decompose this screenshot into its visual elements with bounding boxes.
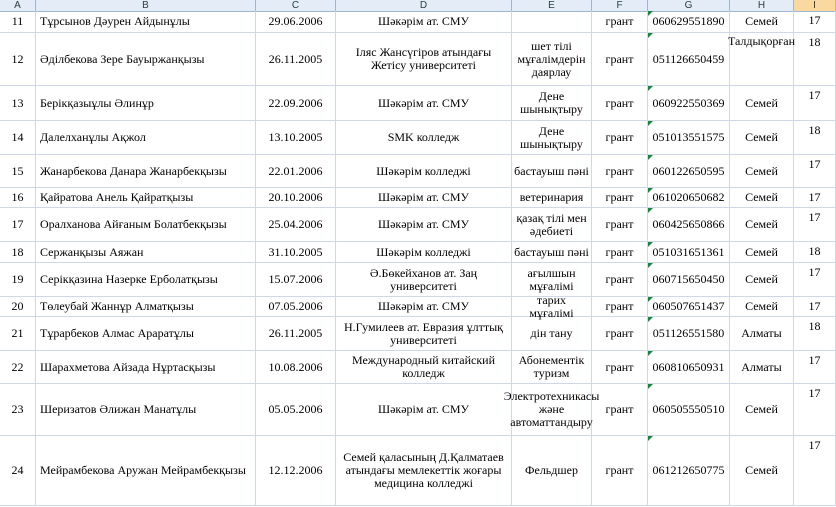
student-name-cell[interactable]: Шарахметова Айзада Нұртасқызы (36, 351, 256, 384)
student-name-cell[interactable]: Шеризатов Әлижан Манатұлы (36, 384, 256, 436)
student-name-cell[interactable]: Төлеубай Жаннұр Алматқызы (36, 297, 256, 317)
specialty-cell[interactable]: қазақ тілі мен әдебиеті (512, 208, 592, 242)
specialty-cell[interactable]: Электротехникасы және автоматтандыру (512, 384, 592, 436)
row-number[interactable]: 12 (0, 33, 36, 86)
funding-cell[interactable]: грант (592, 297, 648, 317)
id-number-cell[interactable] (648, 208, 730, 242)
city-cell[interactable]: Алматы (730, 351, 794, 384)
table-row (0, 384, 836, 436)
row-number[interactable]: 23 (0, 384, 36, 436)
birth-date-cell[interactable]: 07.05.2006 (256, 297, 336, 317)
funding-cell[interactable]: грант (592, 317, 648, 351)
table-row (0, 33, 836, 86)
score-cell[interactable]: 17 (794, 208, 836, 242)
row-number[interactable]: 21 (0, 317, 36, 351)
id-number-text: 061212650775 (652, 463, 725, 477)
student-name-cell[interactable]: Далелханұлы Ақжол (36, 121, 256, 155)
school-cell[interactable]: Шәкәрім ат. СМУ (336, 11, 512, 33)
student-name-cell[interactable]: Тұрсынов Дәурен Айдынұлы (36, 11, 256, 33)
school-cell[interactable]: Шәкәрім ат. СМУ (336, 208, 512, 242)
id-number-text: 060629551890 (652, 14, 725, 28)
school-cell[interactable]: Шәкәрім ат. СМУ (336, 297, 512, 317)
score-cell[interactable]: 17 (794, 188, 836, 208)
score-cell[interactable]: 17 (794, 86, 836, 121)
id-number-text: 061020650682 (652, 190, 725, 204)
funding-cell[interactable]: грант (592, 351, 648, 384)
birth-date-cell[interactable]: 25.04.2006 (256, 208, 336, 242)
error-indicator-icon (648, 188, 653, 193)
table-row (0, 208, 836, 242)
school-cell[interactable]: Шәкәрім колледжі (336, 155, 512, 188)
id-number-cell[interactable] (648, 86, 730, 121)
school-cell[interactable]: Международный китайский колледж (336, 351, 512, 384)
birth-date-cell[interactable]: 20.10.2006 (256, 188, 336, 208)
birth-date-cell[interactable]: 13.10.2005 (256, 121, 336, 155)
id-number-cell[interactable] (648, 384, 730, 436)
birth-date-cell[interactable]: 12.12.2006 (256, 436, 336, 506)
error-indicator-icon (648, 351, 653, 356)
school-cell[interactable]: Шәкәрім ат. СМУ (336, 86, 512, 121)
row-number[interactable]: 17 (0, 208, 36, 242)
table-row (0, 86, 836, 121)
score-cell[interactable]: 18 (794, 33, 836, 86)
table-row (0, 188, 836, 208)
city-cell[interactable]: Семей (730, 436, 794, 506)
specialty-cell[interactable]: бастауыш пәні (512, 242, 592, 263)
specialty-cell[interactable]: тарих мұғалімі (512, 297, 592, 317)
row-number[interactable]: 22 (0, 351, 36, 384)
city-cell[interactable]: Семей (730, 242, 794, 263)
specialty-cell[interactable]: ветеринария (512, 188, 592, 208)
id-number-text: 060425650866 (652, 217, 725, 231)
funding-cell[interactable]: грант (592, 436, 648, 506)
error-indicator-icon (648, 33, 653, 38)
row-number[interactable]: 15 (0, 155, 36, 188)
column-header-g[interactable]: G (648, 0, 730, 11)
table-row (0, 155, 836, 188)
score-cell[interactable]: 18 (794, 121, 836, 155)
score-cell[interactable]: 17 (794, 351, 836, 384)
school-cell[interactable]: Шәкәрім ат. СМУ (336, 384, 512, 436)
column-header-i[interactable]: I (794, 0, 836, 11)
student-name-cell[interactable]: Оралханова Айғаным Болатбекқызы (36, 208, 256, 242)
id-number-cell[interactable] (648, 188, 730, 208)
table-row (0, 11, 836, 33)
id-number-cell[interactable] (648, 436, 730, 506)
city-cell[interactable]: Семей (730, 297, 794, 317)
city-cell[interactable]: Семей (730, 155, 794, 188)
row-number[interactable]: 14 (0, 121, 36, 155)
row-number[interactable]: 11 (0, 11, 36, 33)
specialty-cell[interactable]: дін тану (512, 317, 592, 351)
school-cell[interactable]: Семей қаласының Д.Қалматаев атындағы мемлекеттік жоғары медицина колледжі (336, 436, 512, 506)
school-cell[interactable]: Н.Гумилеев ат. Евразия ұлттық университеті (336, 317, 512, 351)
funding-cell[interactable]: грант (592, 242, 648, 263)
error-indicator-icon (648, 436, 653, 441)
column-header-a[interactable]: A (0, 0, 36, 11)
score-cell[interactable]: 18 (794, 242, 836, 263)
id-number-cell[interactable] (648, 297, 730, 317)
specialty-cell[interactable]: ағылшын мұғалімі (512, 263, 592, 297)
id-number-cell[interactable] (648, 351, 730, 384)
birth-date-cell[interactable]: 15.07.2006 (256, 263, 336, 297)
column-header-b[interactable]: B (36, 0, 256, 11)
score-cell[interactable]: 17 (794, 155, 836, 188)
row-number[interactable]: 24 (0, 436, 36, 506)
specialty-cell[interactable] (512, 11, 592, 33)
id-number-text: 060122650595 (652, 163, 725, 178)
city-cell[interactable]: Семей (730, 11, 794, 33)
funding-cell[interactable]: грант (592, 384, 648, 436)
school-cell[interactable]: Іляс Жансүгіров атындағы Жетісу университеті (336, 33, 512, 86)
funding-cell[interactable]: грант (592, 11, 648, 33)
birth-date-cell[interactable]: 31.10.2005 (256, 242, 336, 263)
id-number-cell[interactable] (648, 155, 730, 188)
city-cell[interactable]: Семей (730, 86, 794, 121)
specialty-cell[interactable]: Дене шынықтыру (512, 121, 592, 155)
table-row (0, 121, 836, 155)
student-name-cell[interactable]: Тұрарбеков Алмас Араратұлы (36, 317, 256, 351)
id-number-cell[interactable] (648, 317, 730, 351)
id-number-cell[interactable] (648, 121, 730, 155)
score-cell[interactable]: 18 (794, 317, 836, 351)
funding-cell[interactable]: грант (592, 188, 648, 208)
student-name-cell[interactable]: Мейрамбекова Аружан Мейрамбекқызы (36, 436, 256, 506)
birth-date-cell[interactable]: 05.05.2006 (256, 384, 336, 436)
error-indicator-icon (648, 86, 653, 91)
student-name-cell[interactable]: Серікқазина Назерке Ерболатқызы (36, 263, 256, 297)
city-cell[interactable]: Семей (730, 188, 794, 208)
id-number-text: 051126551580 (652, 326, 725, 340)
student-name-cell[interactable]: Жанарбекова Данара Жанарбекқызы (36, 155, 256, 188)
specialty-cell[interactable]: Фельдшер (512, 436, 592, 506)
id-number-text: 060810650931 (652, 359, 725, 374)
city-cell[interactable]: Талдықорған (730, 33, 794, 86)
city-cell[interactable]: Семей (730, 208, 794, 242)
birth-date-cell[interactable]: 22.01.2006 (256, 155, 336, 188)
row-number[interactable]: 18 (0, 242, 36, 263)
id-number-text: 051013551575 (652, 130, 725, 144)
id-number-text: 060922550369 (652, 95, 725, 110)
score-cell[interactable]: 17 (794, 11, 836, 33)
school-cell[interactable]: Ә.Бөкейханов ат. Заң университеті (336, 263, 512, 297)
student-name-cell[interactable]: Қайратова Анель Қайратқызы (36, 188, 256, 208)
score-cell[interactable]: 17 (794, 297, 836, 317)
city-cell[interactable]: Семей (730, 121, 794, 155)
student-name-cell[interactable]: Берікқазыұлы Әлинұр (36, 86, 256, 121)
city-cell[interactable]: Семей (730, 384, 794, 436)
table-row (0, 351, 836, 384)
birth-date-cell[interactable]: 10.08.2006 (256, 351, 336, 384)
error-indicator-icon (648, 263, 653, 268)
birth-date-cell[interactable]: 26.11.2005 (256, 33, 336, 86)
id-number-text: 060507651437 (652, 299, 725, 313)
id-number-text: 060505550510 (652, 402, 725, 416)
score-cell[interactable]: 17 (794, 263, 836, 297)
student-name-cell[interactable]: Әділбекова Зере Бауыржанқызы (36, 33, 256, 86)
error-indicator-icon (648, 317, 653, 322)
student-name-cell[interactable]: Сержанқызы Аяжан (36, 242, 256, 263)
id-number-text: 051126650459 (652, 51, 725, 66)
id-number-cell[interactable] (648, 33, 730, 86)
funding-cell[interactable]: грант (592, 155, 648, 188)
specialty-cell[interactable]: шет тілі мұғалімдерін даярлау (512, 33, 592, 86)
birth-date-cell[interactable]: 22.09.2006 (256, 86, 336, 121)
city-cell[interactable]: Алматы (730, 317, 794, 351)
column-header-f[interactable]: F (592, 0, 648, 11)
error-indicator-icon (648, 384, 653, 389)
specialty-cell[interactable]: бастауыш пәні (512, 155, 592, 188)
table-row (0, 436, 836, 506)
error-indicator-icon (648, 208, 653, 213)
error-indicator-icon (648, 155, 653, 160)
funding-cell[interactable]: грант (592, 121, 648, 155)
error-indicator-icon (648, 297, 653, 302)
error-indicator-icon (648, 242, 653, 247)
error-indicator-icon (648, 11, 653, 16)
school-cell[interactable]: Шәкәрім колледжі (336, 242, 512, 263)
column-header-h[interactable]: H (730, 0, 794, 11)
school-cell[interactable]: SMK колледж (336, 121, 512, 155)
score-cell[interactable]: 17 (794, 436, 836, 506)
id-number-cell[interactable] (648, 11, 730, 33)
column-header-d[interactable]: D (336, 0, 512, 11)
column-header-e[interactable]: E (512, 0, 592, 11)
id-number-text: 060715650450 (652, 272, 725, 286)
row-number[interactable]: 16 (0, 188, 36, 208)
table-row (0, 292, 836, 320)
id-number-cell[interactable] (648, 242, 730, 263)
column-header-c[interactable]: C (256, 0, 336, 11)
id-number-cell[interactable] (648, 263, 730, 297)
row-number[interactable]: 13 (0, 86, 36, 121)
funding-cell[interactable]: грант (592, 86, 648, 121)
specialty-cell[interactable]: Дене шынықтыру (512, 86, 592, 121)
table-row (0, 263, 836, 297)
table-row (0, 317, 836, 351)
birth-date-cell[interactable]: 26.11.2005 (256, 317, 336, 351)
school-cell[interactable]: Шәкәрім ат. СМУ (336, 188, 512, 208)
id-number-text: 051031651361 (652, 244, 725, 259)
score-cell[interactable]: 17 (794, 384, 836, 436)
funding-cell[interactable]: грант (592, 263, 648, 297)
funding-cell[interactable]: грант (592, 208, 648, 242)
city-cell[interactable]: Семей (730, 263, 794, 297)
row-number[interactable]: 19 (0, 263, 36, 297)
funding-cell[interactable]: грант (592, 33, 648, 86)
birth-date-cell[interactable]: 29.06.2006 (256, 11, 336, 33)
error-indicator-icon (648, 121, 653, 126)
specialty-cell[interactable]: Абонементік туризм (512, 351, 592, 384)
row-number[interactable]: 20 (0, 297, 36, 317)
table-row (0, 242, 836, 263)
